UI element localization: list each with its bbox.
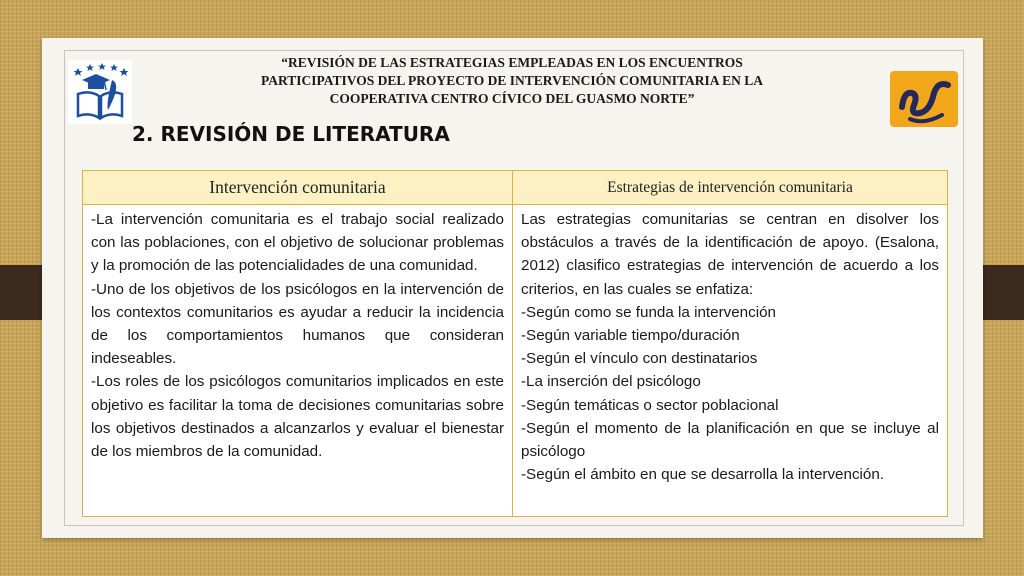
presentation-title — [202, 54, 822, 108]
paragraph: -Uno de los objetivos de los psicólogos en la intervención de los contextos comunitarios es ayudar a reducir la incidencia de los comportamientos humanos que consideran indeseables. — [91, 280, 504, 368]
list-item: -Según variable tiempo/duración — [521, 327, 740, 345]
paragraph: Las estrategias comunitarias se centran en disolver los obstáculos a través de la identificación de apoyo. (Esalona, 2012) clasifico estrategias de intervención de acuerdo a los criterios, en las cuales se enfatiza: — [521, 211, 939, 298]
literature-review-table — [82, 170, 948, 517]
section-title: 2. REVISIÓN DE LITERATURA — [132, 122, 450, 146]
list-item: -Según el ámbito en que se desarrolla la intervención. — [521, 466, 885, 484]
list-item: -Según el vínculo con destinatarios — [521, 350, 758, 368]
list-item: -Según como se funda la intervención — [521, 303, 776, 321]
list-item: -Según temáticas o sector poblacional — [521, 396, 779, 414]
table-header-estrategias: Estrategias de intervención comunitaria — [513, 171, 947, 205]
university-book-quill-logo-icon — [68, 60, 132, 124]
title-line-2: PARTICIPATIVOS DEL PROYECTO DE INTERVENCIÓN COMUNITARIA EN LA — [261, 73, 763, 88]
list-item: -La inserción del psicólogo — [521, 373, 701, 391]
title-line-3: COOPERATIVA CENTRO CÍVICO DEL GUASMO NORTE” — [329, 91, 695, 106]
table-cell-intervencion — [83, 205, 513, 516]
list-item: -Según el momento de la planificación en que se incluye al psicólogo — [521, 419, 939, 461]
paragraph: -Los roles de los psicólogos comunitarios implicados en este objetivo es facilitar la toma de decisiones comunitarias sobre los objetivos destinados a alcanzarlos y evaluar el bienestar de los miembros de la comunidad. — [91, 373, 504, 461]
orange-wave-logo-icon — [890, 71, 958, 127]
slide — [42, 38, 983, 538]
table-header-intervencion: Intervención comunitaria — [83, 171, 513, 205]
paragraph: -La intervención comunitaria es el trabajo social realizado con las poblaciones, con el objetivo de solucionar problemas y la promoción de las potencialidades de una comunidad. — [91, 211, 504, 275]
title-line-1: “REVISIÓN DE LAS ESTRATEGIAS EMPLEADAS EN LOS ENCUENTROS — [281, 55, 743, 70]
table-cell-estrategias — [513, 205, 947, 516]
